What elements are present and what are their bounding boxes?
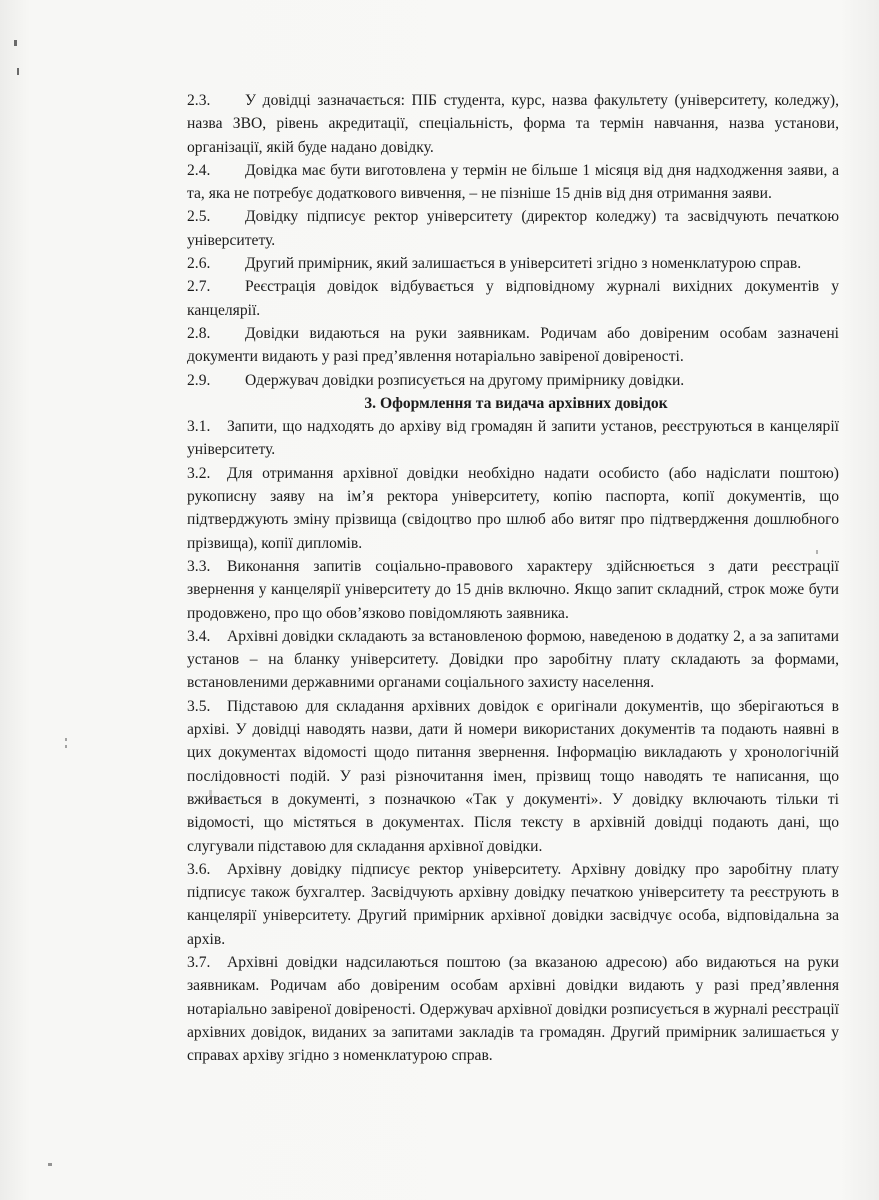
paragraph-text: Виконання запитів соціально-правового характеру здійснюється з дати реєстрації звернення у канцелярії університету до 15 днів включно. Якщо запит складний, строк може бути продовжено, про що обов’язково повідомляють заявника. — [187, 557, 839, 622]
paragraph-number: 2.4. — [187, 161, 211, 179]
paragraph-number: 2.5. — [187, 208, 211, 226]
paragraph-text: Одержувач довідки розписується на другому примірнику довідки. — [245, 371, 685, 389]
paragraph-text: Довідку підписує ректор університету (директор коледжу) та засвідчують печаткою університету. — [187, 208, 839, 249]
paragraph-text: Запити, що надходять до архіву від громадян й запити установ, реєструються в канцелярії університету. — [187, 418, 839, 459]
paragraph-number: 3.5. — [187, 697, 211, 715]
paragraph-2-6 — [187, 252, 839, 275]
paragraph-text: Довідка має бути виготовлена у термін не більше 1 місяця від дня надходження заяви, а та, яка не потребує додаткового вивчення, – не пізніше 15 днів від дня отримання заяви. — [187, 161, 839, 203]
document-body — [187, 89, 839, 1067]
paragraph-text: Для отримання архівної довідки необхідно надати особисто (або надіслати поштою) рукописну заяву на ім’я ректора університету, копію паспорта, копії документів, що підтверджують зміну прізвища (свідоцтво про шлюб або витяг про підтвердження дошлюбного прізвища), копії дипломів. — [187, 464, 839, 552]
paragraph-number: 2.7. — [187, 278, 211, 296]
scan-speck — [65, 738, 67, 741]
paragraph-3-1 — [187, 415, 839, 462]
scan-speck — [48, 1163, 52, 1166]
paragraph-text: Підставою для складання архівних довідок є оригінали документів, що зберігаються в архіві. У довідці наводять назви, дати й номери використаних документів та подають наявні в цих документах відомості щодо питання звернення. Інформацію викладають у хронологічній послідовності подій. У разі різночитання імен, прізвищ тощо наводять те написання, що вживається в документі, з позначкою «Так у документі». У довідку включають тільки ті відомості, що містяться в документах. Після тексту в архівній довідці подають дані, що слугували підставою для складання архівної довідки. — [187, 697, 839, 855]
scan-speck — [17, 68, 19, 75]
paragraph-3-5 — [187, 695, 839, 858]
scan-speck — [65, 745, 67, 748]
paragraph-3-7 — [187, 951, 839, 1067]
paragraph-3-3 — [187, 555, 839, 625]
paragraph-number: 3.1. — [187, 418, 211, 436]
paragraph-3-2 — [187, 462, 839, 555]
scan-speck — [14, 40, 17, 46]
paragraph-text: Другий примірник, який залишається в університеті згідно з номенклатурою справ. — [245, 255, 802, 273]
paragraph-text: У довідці зазначається: ПІБ студента, курс, назва факультету (університету, коледжу), назва ЗВО, рівень акредитації, спеціальність, форма та термін навчання, назва установи, організації, якій буде надано довідку. — [187, 92, 839, 156]
paragraph-number: 2.8. — [187, 324, 211, 342]
section-heading: 3. Оформлення та видача архівних довідок — [364, 394, 668, 412]
paragraph-2-4 — [187, 159, 839, 206]
paragraph-number: 2.3. — [187, 92, 211, 109]
paragraph-text: Архівну довідку підписує ректор університету. Архівну довідку про заробітну плату підписує також бухгалтер. Засвідчують архівну довідку печаткою університету та реєструють в канцелярії університету. Другий примірник архівної довідки засвідчує особа, відповідальна за архів. — [187, 860, 839, 948]
paragraph-3-6 — [187, 858, 839, 951]
paragraph-number: 3.3. — [187, 557, 211, 575]
paragraph-number: 2.9. — [187, 371, 211, 389]
paragraph-text: Архівні довідки складають за встановленою формою, наведеною в додатку 2, а за запитами установ – на бланку університету. Довідки про заробітну плату складають за формами, встановленими державними органами соціального захисту населення. — [187, 627, 839, 692]
paragraph-2-3 — [187, 89, 839, 159]
paragraph-2-9 — [187, 369, 839, 392]
paragraph-number: 3.7. — [187, 953, 211, 971]
paragraph-number: 3.4. — [187, 627, 211, 645]
paragraph-2-7 — [187, 275, 839, 322]
paragraph-3-4 — [187, 625, 839, 695]
paragraph-number: 2.6. — [187, 255, 211, 273]
paragraph-number: 3.6. — [187, 860, 211, 878]
paragraph-2-5 — [187, 205, 839, 252]
paragraph-text: Реєстрація довідок відбувається у відповідному журналі вихідних документів у канцелярії. — [187, 278, 839, 319]
paragraph-2-8 — [187, 322, 839, 369]
paragraph-text: Архівні довідки надсилаються поштою (за вказаною адресою) або видаються на руки заявникам. Родичам або довіреним особам архівні довідки видають у разі пред’явлення нотаріально завіреної довіреності. Одержувач архівної довідки розписується в журналі реєстрації архівних довідок, виданих за запитами закладів та громадян. Другий примірник залишається у справах архіву згідно з номенклатурою справ. — [187, 953, 839, 1065]
paragraph-text: Довідки видаються на руки заявникам. Родичам або довіреним особам зазначені документи видають у разі пред’явлення нотаріально завіреної довіреності. — [187, 324, 839, 366]
paragraph-number: 3.2. — [187, 464, 211, 482]
